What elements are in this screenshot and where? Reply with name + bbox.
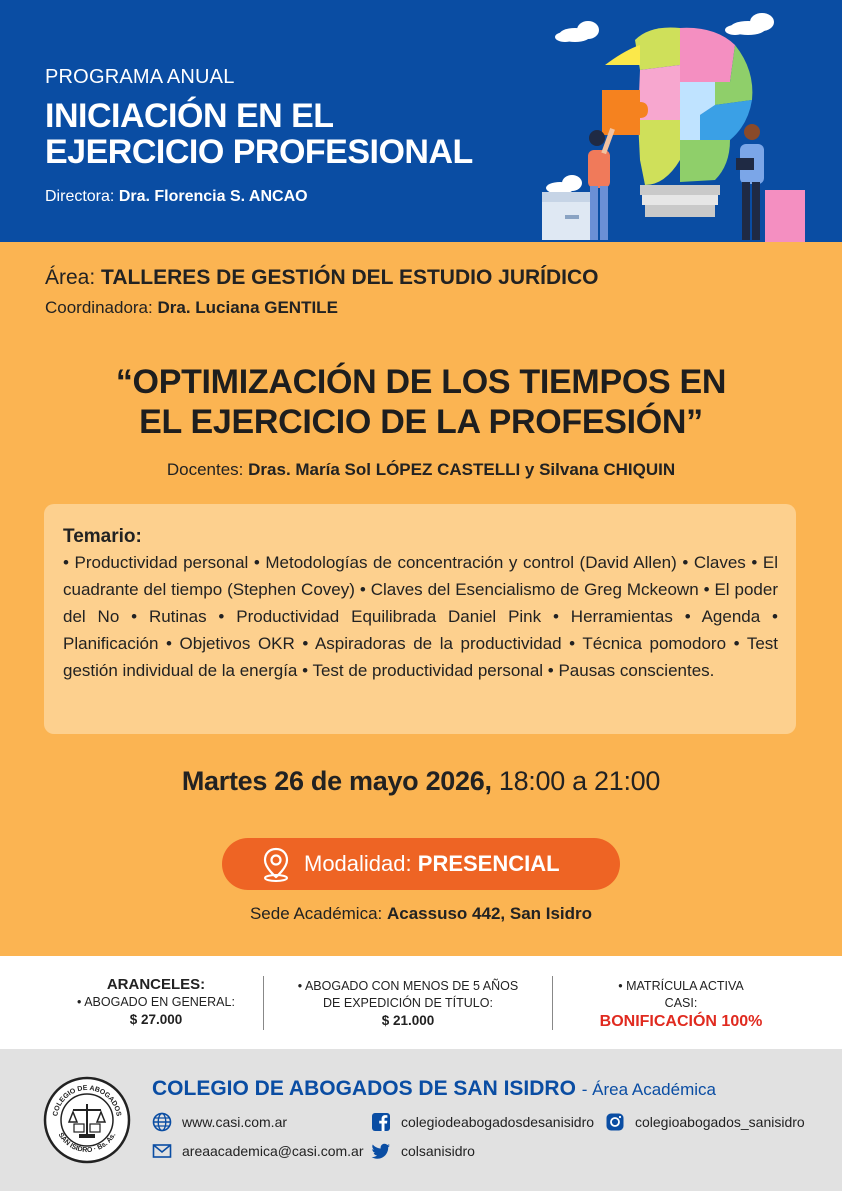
org-area: - Área Académica <box>581 1080 716 1099</box>
modalidad-text <box>304 851 560 877</box>
instagram-icon <box>605 1112 625 1132</box>
temario-box <box>44 504 796 734</box>
docentes-line <box>0 460 842 480</box>
program-title-line2: EJERCICIO PROFESIONAL <box>45 133 473 171</box>
org-name: COLEGIO DE ABOGADOS DE SAN ISIDRO <box>152 1077 576 1100</box>
arancel-joven-line1: • ABOGADO CON MENOS DE 5 AÑOS <box>297 979 519 993</box>
temario-body: • Productividad personal • Metodologías de concentración y control (David Allen) • Claves • El cuadrante del tiempo (Stephen Covey) • Claves del Esencialismo de Greg Mckeown • El poder del No • Rutinas • Productividad Equilibrada Daniel Pink • Herramientas • Agenda • Planificación • Objetivos OKR • Aspiradoras de la productividad • Técnica pomodoro • Test gestión individual de la energía • Test de productividad personal • Pausas conscientes. <box>63 553 778 680</box>
bonificacion-badge: BONIFICACIÓN 100% <box>599 1013 763 1030</box>
twitter-link[interactable] <box>371 1141 475 1161</box>
email-link[interactable] <box>152 1141 364 1161</box>
instagram-text: colegioabogados_sanisidro <box>635 1114 805 1130</box>
arancel-matricula-line1: • MATRÍCULA ACTIVA <box>618 979 744 993</box>
arancel-joven <box>275 978 541 1029</box>
arancel-joven-line2: DE EXPEDICIÓN DE TÍTULO: <box>323 996 493 1010</box>
area-label: Área: <box>45 266 96 289</box>
sede-value: Acassuso 442, San Isidro <box>387 904 593 923</box>
globe-icon <box>152 1112 172 1132</box>
area-value: TALLERES DE GESTIÓN DEL ESTUDIO JURÍDICO <box>101 266 599 289</box>
org-name-line <box>152 1077 716 1101</box>
arancel-joven-price: $ 21.000 <box>381 1013 435 1028</box>
coordinator-label: Coordinadora: <box>45 298 153 317</box>
arancel-matricula <box>556 978 806 1032</box>
arancel-general <box>52 976 260 1028</box>
facebook-link[interactable] <box>371 1112 594 1132</box>
website-link[interactable] <box>152 1112 287 1132</box>
aranceles-band <box>0 956 842 1049</box>
casi-seal-logo <box>43 1076 131 1164</box>
coordinator-name: Dra. Luciana GENTILE <box>157 298 338 317</box>
seal-top-text: COLEGIO DE ABOGADOS <box>52 1084 122 1117</box>
seal-bottom-text: SAN ISIDRO · Bs. As. <box>56 1131 118 1155</box>
program-kicker: PROGRAMA ANUAL <box>45 66 235 88</box>
modalidad-pill <box>222 838 620 890</box>
temario-heading: Temario: <box>63 526 142 547</box>
area-line <box>45 266 598 290</box>
sede-line <box>0 904 842 924</box>
sede-label: Sede Académica: <box>249 904 383 923</box>
director-label: Directora: <box>45 188 115 205</box>
facebook-icon <box>371 1112 391 1132</box>
director-name: Dra. Florencia S. ANCAO <box>118 188 308 205</box>
coordinator-line <box>45 298 338 318</box>
location-pin-icon <box>257 845 295 883</box>
twitter-icon <box>371 1141 391 1161</box>
course-title-line2: EL EJERCICIO DE LA PROFESIÓN” <box>139 403 703 441</box>
website-text: www.casi.com.ar <box>182 1114 288 1130</box>
course-title <box>30 362 812 442</box>
facebook-text: colegiodeabogadosdesanisidro <box>401 1114 595 1130</box>
course-title-line1: “OPTIMIZACIÓN DE LOS TIEMPOS EN <box>115 363 727 401</box>
docentes-label: Docentes: <box>166 460 244 479</box>
email-text: areaacademica@casi.com.ar <box>182 1143 364 1159</box>
instagram-link[interactable] <box>605 1112 805 1132</box>
director <box>45 188 308 206</box>
footer <box>0 1049 842 1191</box>
schedule <box>0 766 842 797</box>
twitter-text: colsanisidro <box>401 1143 475 1159</box>
arancel-matricula-line2: CASI: <box>664 996 698 1010</box>
divider <box>263 976 264 1030</box>
mail-icon <box>152 1141 172 1161</box>
header-banner <box>0 0 842 242</box>
divider <box>552 976 553 1030</box>
arancel-general-label: • ABOGADO EN GENERAL: <box>77 995 235 1009</box>
docentes-names: Dras. María Sol LÓPEZ CASTELLI y Silvana CHIQUIN <box>248 460 676 479</box>
schedule-date: Martes 26 de mayo 2026, <box>181 766 492 796</box>
program-title <box>45 98 473 170</box>
arancel-general-price: $ 27.000 <box>129 1012 183 1027</box>
modalidad-value: PRESENCIAL <box>417 851 560 876</box>
puzzle-illustration-icon <box>530 10 830 242</box>
aranceles-heading: ARANCELES: <box>106 976 206 993</box>
program-title-line1: INICIACIÓN EN EL <box>45 97 334 135</box>
modalidad-label: Modalidad: <box>304 851 412 876</box>
schedule-time: 18:00 a 21:00 <box>498 766 661 796</box>
